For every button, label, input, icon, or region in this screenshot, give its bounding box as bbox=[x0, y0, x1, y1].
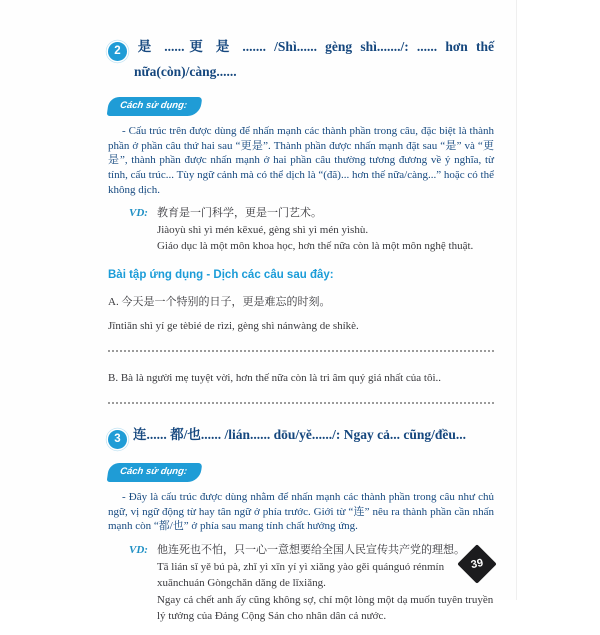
example-label: VD: bbox=[129, 544, 148, 557]
exercise-item-b: B. Bà là người mẹ tuyệt vời, hơn thế nữa còn là tri âm quý giá nhất của tôi.. bbox=[108, 371, 442, 384]
page-content bbox=[108, 36, 494, 635]
exercise-item-a-pinyin: Jīntiān shì yí ge tèbié de rìzi, gèng shì nánwàng de shíkè. bbox=[108, 319, 359, 332]
usage-label-badge: Cách sử dụng: bbox=[107, 97, 203, 116]
exercise-item-a-chinese: A. 今天是一个特别的日子，更是难忘的时刻。 bbox=[108, 295, 331, 308]
section-3-title: 连...... 都/也...... /lián...... dōu/yě....../: Ngay cả... cũng/đều... bbox=[133, 426, 467, 442]
section-3-number-badge: 3 bbox=[108, 430, 127, 449]
section-grammar-2 bbox=[108, 36, 494, 404]
exercise-heading: Bài tập ứng dụng - Dịch các câu sau đây: bbox=[108, 268, 334, 281]
section-3-title-row bbox=[108, 424, 494, 449]
example-vietnamese: Giáo dục là một môn khoa học, hơn thế nữa còn là một môn nghệ thuật. bbox=[156, 240, 474, 253]
section-grammar-3 bbox=[108, 424, 494, 625]
section-2-example-block bbox=[108, 205, 494, 255]
example-lines bbox=[157, 205, 494, 255]
answer-line bbox=[108, 350, 494, 352]
section-2-title: 是 ......更 是 ....... /Shì...... gèng shì......./: ...... hơn thế nữa(còn)/càng...... bbox=[133, 39, 494, 79]
example-pinyin: Tā lián sǐ yě bú pà, zhǐ yì xīn yí yì xiǎng yào gěi quánguó rénmín xuānchuán Gòngchǎn dǎng de lǐxiǎng. bbox=[156, 560, 445, 590]
example-chinese: 他连死也不怕，只一心一意想要给全国人民宣传共产党的理想。 bbox=[156, 544, 465, 557]
example-label: VD: bbox=[129, 207, 148, 220]
section-2-usage-text: - Cấu trúc trên được dùng để nhấn mạnh các thành phần trong câu, đặc biệt là thành phần ở phần câu thứ hai sau “更是”. Thành phần được nhấn mạnh đặt sau “是” và “更是”, thành phần được nhấn mạnh ở hai phần câu thường tương đương về ý nghĩa, từ tính, cấu trúc... Tùy ngữ cảnh mà có thể dịch là “(đã)... hơn thế nữa/càng...” hoặc có thể không dịch. bbox=[108, 125, 494, 196]
example-pinyin: Jiàoyù shì yì mén kēxué, gèng shì yì mén yìshù. bbox=[156, 223, 369, 236]
usage-label-badge: Cách sử dụng: bbox=[107, 463, 203, 482]
section-3-usage-text: - Đây là cấu trúc được dùng nhằm để nhấn mạnh các thành phần trong câu như chủ ngữ, vị ngữ động từ hay tân ngữ ở phía trước. Giới từ “连” nêu ra thành phần cần nhấn mạnh còn “都/也” ở phía sau mang tính chất hưởng ứng. bbox=[108, 491, 494, 533]
example-lines bbox=[157, 542, 494, 625]
page-number: 39 bbox=[469, 556, 485, 572]
section-2-number-badge: 2 bbox=[108, 42, 127, 61]
answer-line bbox=[108, 402, 494, 404]
example-vietnamese: Ngay cả chết anh ấy cũng không sợ, chỉ một lòng một dạ muốn tuyên truyền lý tưởng của Đảng Cộng Sản cho nhân dân cả nước. bbox=[156, 593, 494, 623]
section-3-example-block bbox=[108, 542, 494, 625]
example-chinese: 教育是一门科学，更是一门艺术。 bbox=[156, 207, 322, 220]
section-2-title-row bbox=[108, 36, 494, 83]
